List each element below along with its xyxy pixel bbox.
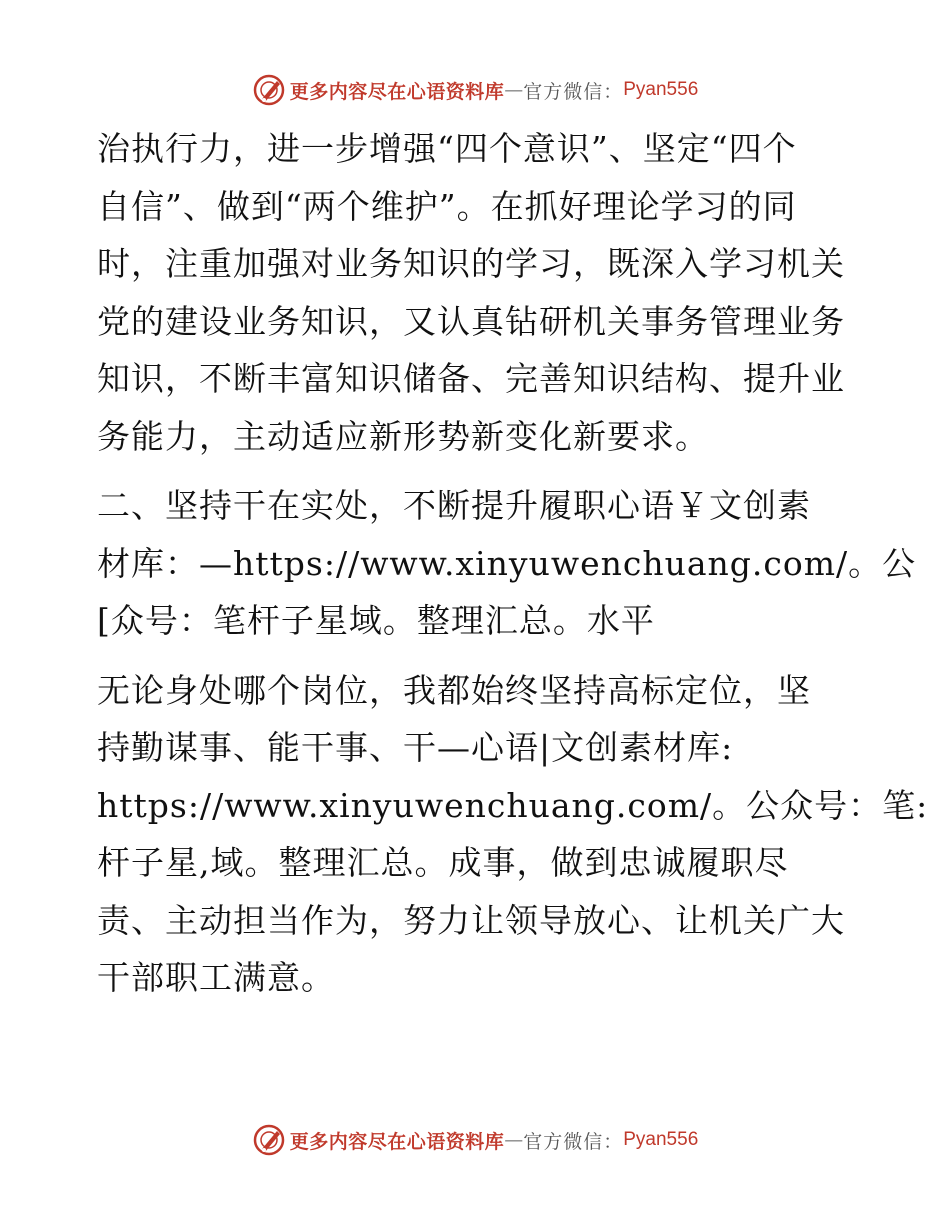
text-line: 时，注重加强对业务知识的学习，既深入学习机关 [97,244,845,283]
header-banner-wechat-label: 官方微信： [523,80,624,103]
text-line: [众号：笔杆子星域。整理汇总。水平 [97,601,655,640]
paragraph-1 [97,120,857,465]
section-heading-line: 二、坚持干在实处，不断提升履职心语￥文创素 [97,486,811,525]
paragraph-gap [97,650,857,662]
footer-banner-title: 更多内容尽在心语资料库 [289,1130,505,1153]
header-banner-wechat-id: Pyan556 [623,79,699,100]
text-line: 干部职工满意。 [97,958,335,997]
header-banner-separator: — [504,79,524,101]
text-line: 材库：—https://www.xinyuwenchuang.com/。公 [97,543,917,583]
paragraph-2 [97,477,917,650]
footer-banner-wechat-id: Pyan556 [623,1129,699,1150]
text-line: 责、主动担当作为，努力让领导放心、让机关广大 [97,900,845,940]
document-body [97,120,929,1007]
footer-banner [0,1120,950,1160]
text-line: 知识，不断丰富知识储备、完善知识结构、提升业 [97,359,845,398]
pen-nib-logo-icon [252,73,286,107]
text-line: 杆子星,域。整理汇总。成事，做到忠诚履职尽 [97,843,789,882]
text-line: 持勤谋事、能干事、干—心语|文创素材库: [97,728,734,767]
paragraph-3 [97,662,929,1007]
header-banner [0,70,950,110]
text-line: https://www.xinyuwenchuang.com/。公众号：笔: [97,785,929,825]
text-line: 自信”、做到“两个维护”。在抓好理论学习的同 [97,186,797,226]
footer-banner-separator: — [504,1129,524,1151]
text-line: 治执行力，进一步增强“四个意识”、坚定“四个 [97,129,797,168]
text-line: 党的建设业务知识，又认真钻研机关事务管理业务 [97,301,845,341]
pen-nib-logo-icon [252,1123,286,1157]
text-line: 务能力，主动适应新形势新变化新要求。 [97,416,709,456]
text-line: 无论身处哪个岗位，我都始终坚持高标定位，坚 [97,670,811,710]
paragraph-gap [97,465,857,477]
header-banner-title: 更多内容尽在心语资料库 [289,80,505,103]
footer-banner-wechat-label: 官方微信： [523,1130,624,1153]
